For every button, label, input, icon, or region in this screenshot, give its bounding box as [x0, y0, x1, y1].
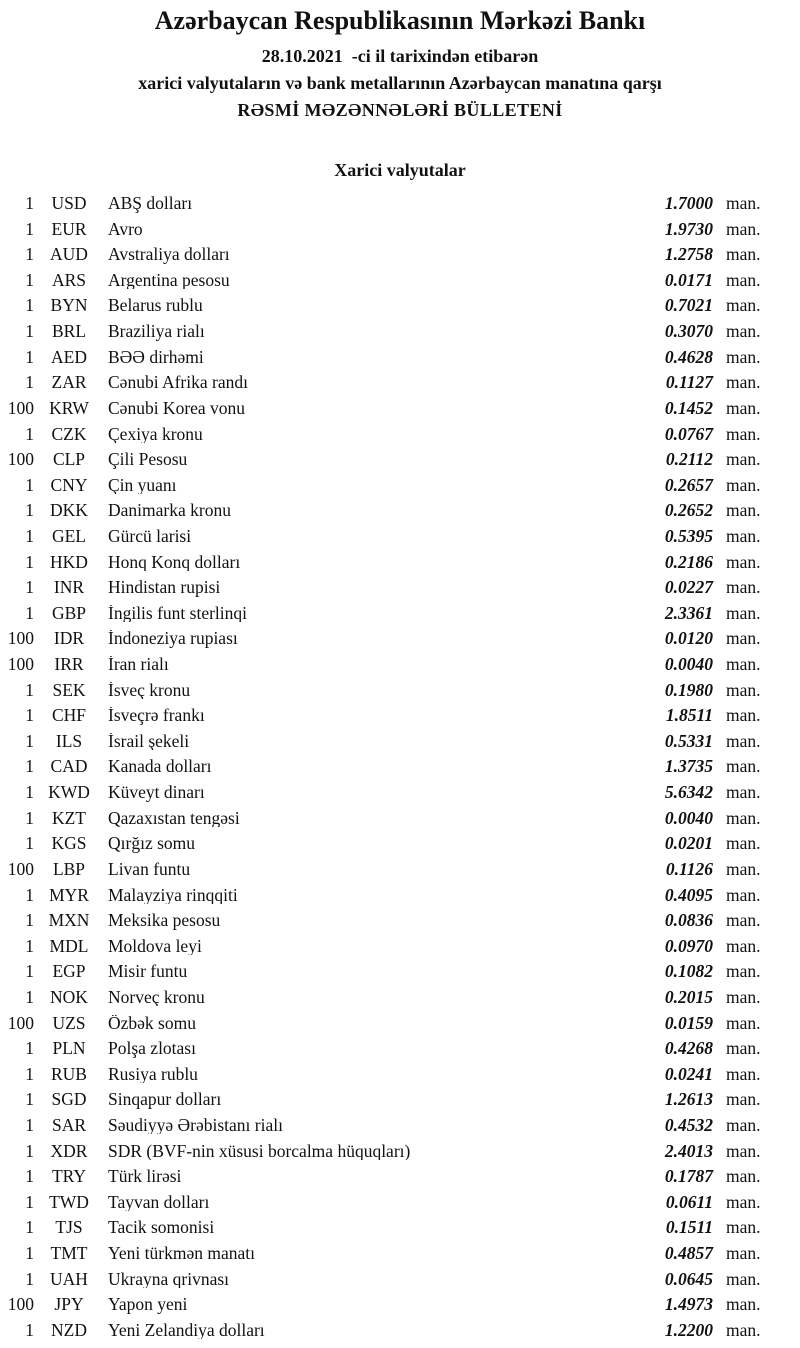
quantity: 1 — [25, 1089, 34, 1110]
manat-unit: man. — [726, 474, 761, 495]
currency-code: GEL — [51, 525, 87, 546]
currency-name: Yeni Zelandiya dolları — [108, 1321, 265, 1340]
manat-unit: man. — [726, 1217, 761, 1238]
currency-code: LBP — [52, 858, 86, 879]
currency-code: ARS — [51, 269, 87, 290]
rate-row — [0, 293, 800, 319]
rate-value: 0.1452 — [664, 397, 713, 418]
currency-name: Avro — [108, 220, 143, 239]
currency-code: JPY — [54, 1294, 84, 1315]
quantity: 1 — [25, 961, 34, 982]
manat-unit: man. — [726, 935, 761, 956]
quantity: 1 — [25, 807, 34, 828]
manat-unit: man. — [726, 628, 761, 649]
date-value: 28.10.2021 — [261, 46, 343, 66]
rate-value: 1.3735 — [664, 756, 713, 777]
currency-code: GBP — [51, 602, 87, 623]
currency-code: HKD — [50, 551, 88, 572]
currency-code: MYR — [49, 884, 89, 905]
manat-unit: man. — [726, 986, 761, 1007]
rates-table — [0, 191, 800, 1343]
currency-code: EGP — [52, 961, 86, 982]
manat-unit: man. — [726, 525, 761, 546]
currency-code: CLP — [52, 449, 86, 470]
currency-name: Ukrayna qrivnası — [108, 1270, 230, 1289]
currency-name: Polşa zlotası — [108, 1040, 196, 1058]
rate-value: 0.0836 — [664, 910, 713, 931]
manat-unit: man. — [726, 705, 761, 726]
currency-code: TWD — [49, 1191, 89, 1212]
currency-name: Cənubi Afrika randı — [108, 374, 248, 392]
currency-code: NZD — [51, 1319, 87, 1340]
subtitle: xarici valyutaların və bank metallarının Azərbaycan manatına qarşı — [138, 73, 662, 93]
currency-code: KRW — [49, 397, 89, 418]
quantity: 1 — [25, 1114, 34, 1135]
currency-name: Çili Pesosu — [108, 451, 188, 469]
rate-value: 0.2652 — [664, 500, 713, 521]
rate-row — [0, 908, 800, 934]
currency-name: Misir funtu — [108, 963, 188, 981]
currency-code: USD — [51, 193, 87, 214]
manat-unit: man. — [726, 1140, 761, 1161]
currency-name: Çin yuanı — [108, 476, 177, 495]
manat-unit: man. — [726, 833, 761, 854]
rate-value: 5.6342 — [664, 782, 713, 803]
date-suffix: -ci il tarixindən etibarən — [351, 46, 539, 66]
quantity: 1 — [25, 577, 34, 598]
rate-row — [0, 780, 800, 806]
rate-value: 0.4857 — [664, 1243, 713, 1264]
rate-value: 0.1511 — [665, 1217, 713, 1238]
manat-unit: man. — [726, 269, 761, 290]
currency-name: Avstraliya dolları — [108, 246, 230, 264]
currency-code: CAD — [50, 756, 88, 777]
quantity: 1 — [25, 756, 34, 777]
rate-row — [0, 370, 800, 396]
manat-unit: man. — [726, 961, 761, 982]
currency-name: Kanada dolları — [108, 758, 212, 776]
manat-unit: man. — [726, 1294, 761, 1315]
rate-row — [0, 1113, 800, 1139]
currency-code: AED — [51, 346, 87, 367]
manat-unit: man. — [726, 858, 761, 879]
rate-row — [0, 473, 800, 499]
currency-name: Yapon yeni — [108, 1296, 188, 1314]
rate-value: 1.9730 — [664, 218, 713, 239]
quantity: 1 — [25, 1038, 34, 1059]
manat-unit: man. — [726, 551, 761, 572]
rate-value: 0.0645 — [664, 1268, 713, 1289]
rate-value: 0.4268 — [664, 1038, 713, 1059]
currency-name: Malayziya rinqqiti — [108, 886, 238, 904]
currency-name: Tacik somonisi — [108, 1219, 215, 1237]
quantity: 1 — [25, 474, 34, 495]
rate-value: 0.0611 — [665, 1191, 713, 1212]
manat-unit: man. — [726, 782, 761, 803]
rate-value: 0.0159 — [664, 1012, 713, 1033]
currency-name: Qırğız somu — [108, 835, 196, 853]
currency-name: Çexiya kronu — [108, 425, 203, 444]
manat-unit: man. — [726, 1243, 761, 1264]
currency-code: CZK — [51, 423, 87, 444]
manat-unit: man. — [726, 423, 761, 444]
rate-value: 0.1082 — [664, 961, 713, 982]
rate-value: 1.2758 — [664, 244, 713, 265]
manat-unit: man. — [726, 577, 761, 598]
manat-unit: man. — [726, 372, 761, 393]
rate-value: 1.2613 — [664, 1089, 713, 1110]
currency-name: Yeni türkmən manatı — [108, 1245, 255, 1263]
quantity: 1 — [25, 730, 34, 751]
currency-code: KWD — [48, 782, 90, 803]
section-title: Xarici valyutalar — [334, 160, 466, 180]
rate-row — [0, 652, 800, 678]
currency-name: BƏƏ dirhəmi — [108, 348, 204, 367]
rate-value: 0.0767 — [664, 423, 713, 444]
rate-row — [0, 831, 800, 857]
rate-row — [0, 1215, 800, 1241]
rate-value: 0.2015 — [664, 986, 713, 1007]
quantity: 100 — [7, 654, 34, 675]
quantity: 1 — [25, 782, 34, 803]
manat-unit: man. — [726, 1063, 761, 1084]
rate-value: 0.3070 — [664, 321, 713, 342]
currency-code: DKK — [50, 500, 88, 521]
currency-name: Özbək somu — [108, 1014, 196, 1033]
currency-name: Moldova leyi — [108, 937, 202, 956]
currency-code: TRY — [51, 1166, 87, 1187]
currency-name: Türk lirəsi — [108, 1168, 182, 1186]
rate-value: 0.0040 — [664, 654, 713, 675]
currency-name: Rusiya rublu — [108, 1065, 198, 1084]
rate-value: 0.1787 — [664, 1166, 713, 1187]
currency-name: İran rialı — [108, 656, 169, 674]
manat-unit: man. — [726, 1191, 761, 1212]
quantity: 1 — [25, 269, 34, 290]
rate-row — [0, 550, 800, 576]
quantity: 1 — [25, 833, 34, 854]
page-title: Azərbaycan Respublikasının Mərkəzi Bankı — [154, 6, 646, 35]
manat-unit: man. — [726, 321, 761, 342]
quantity: 1 — [25, 1217, 34, 1238]
currency-name: ABŞ dolları — [108, 195, 193, 213]
currency-name: İsveç kronu — [108, 681, 191, 700]
currency-code: IRR — [54, 654, 84, 675]
rate-row — [0, 1036, 800, 1062]
currency-code: SAR — [51, 1114, 87, 1135]
rate-row — [0, 1241, 800, 1267]
currency-code: SEK — [52, 679, 86, 700]
quantity: 1 — [25, 525, 34, 546]
currency-code: INR — [53, 577, 85, 598]
rate-value: 1.4973 — [664, 1294, 713, 1315]
rate-row — [0, 1292, 800, 1318]
rate-value: 0.1127 — [665, 372, 713, 393]
currency-code: RUB — [51, 1063, 87, 1084]
quantity: 1 — [25, 551, 34, 572]
rate-value: 0.2186 — [664, 551, 713, 572]
rate-row — [0, 1164, 800, 1190]
rate-value: 0.5331 — [664, 730, 713, 751]
quantity: 1 — [25, 679, 34, 700]
quantity: 1 — [25, 1268, 34, 1289]
quantity: 1 — [25, 372, 34, 393]
manat-unit: man. — [726, 730, 761, 751]
quantity: 1 — [25, 910, 34, 931]
rate-value: 2.3361 — [664, 602, 713, 623]
rate-value: 0.0227 — [664, 577, 713, 598]
rate-row — [0, 242, 800, 268]
quantity: 1 — [25, 705, 34, 726]
quantity: 100 — [7, 858, 34, 879]
currency-code: PLN — [52, 1038, 86, 1059]
manat-unit: man. — [726, 1012, 761, 1033]
quantity: 1 — [25, 295, 34, 316]
rate-row — [0, 601, 800, 627]
currency-code: MDL — [49, 935, 89, 956]
rate-value: 0.4532 — [664, 1114, 713, 1135]
rate-value: 0.7021 — [664, 295, 713, 316]
rate-row — [0, 1267, 800, 1293]
rate-row — [0, 524, 800, 550]
currency-name: Hindistan rupisi — [108, 579, 221, 597]
currency-name: Küveyt dinarı — [108, 784, 205, 802]
currency-code: EUR — [51, 218, 87, 239]
currency-name: Danimarka kronu — [108, 502, 231, 520]
rate-row — [0, 985, 800, 1011]
quantity: 1 — [25, 1063, 34, 1084]
rate-row — [0, 1087, 800, 1113]
manat-unit: man. — [726, 1166, 761, 1187]
quantity: 1 — [25, 935, 34, 956]
currency-name: İndoneziya rupiası — [108, 630, 238, 648]
manat-unit: man. — [726, 1114, 761, 1135]
quantity: 100 — [7, 449, 34, 470]
rate-row — [0, 959, 800, 985]
manat-unit: man. — [726, 756, 761, 777]
currency-name: Meksika pesosu — [108, 912, 221, 930]
rate-row — [0, 447, 800, 473]
rate-row — [0, 1062, 800, 1088]
quantity: 1 — [25, 602, 34, 623]
rate-value: 0.5395 — [664, 525, 713, 546]
quantity: 1 — [25, 1243, 34, 1264]
rate-value: 1.7000 — [664, 193, 713, 214]
rate-row — [0, 754, 800, 780]
rate-value: 0.0201 — [664, 833, 713, 854]
currency-code: ILS — [55, 730, 83, 751]
manat-unit: man. — [726, 218, 761, 239]
manat-unit: man. — [726, 500, 761, 521]
rate-value: 0.0970 — [664, 935, 713, 956]
quantity: 100 — [7, 1012, 34, 1033]
currency-code: UZS — [52, 1012, 86, 1033]
currency-name: Qazaxıstan tengəsi — [108, 809, 240, 828]
quantity: 1 — [25, 1319, 34, 1340]
manat-unit: man. — [726, 1319, 761, 1340]
currency-code: SGD — [51, 1089, 87, 1110]
rate-value: 0.4095 — [664, 884, 713, 905]
currency-name: Belarus rublu — [108, 297, 203, 315]
currency-code: CNY — [50, 474, 88, 495]
rate-row — [0, 345, 800, 371]
rate-row — [0, 729, 800, 755]
manat-unit: man. — [726, 679, 761, 700]
manat-unit: man. — [726, 346, 761, 367]
manat-unit: man. — [726, 449, 761, 470]
quantity: 1 — [25, 500, 34, 521]
quantity: 1 — [25, 244, 34, 265]
currency-code: CHF — [51, 705, 87, 726]
currency-name: Gürcü larisi — [108, 527, 192, 546]
manat-unit: man. — [726, 1268, 761, 1289]
currency-name: Livan funtu — [108, 860, 191, 879]
manat-unit: man. — [726, 602, 761, 623]
rate-row — [0, 191, 800, 217]
manat-unit: man. — [726, 884, 761, 905]
currency-code: MXN — [48, 910, 90, 931]
manat-unit: man. — [726, 910, 761, 931]
rate-row — [0, 498, 800, 524]
rate-row — [0, 1318, 800, 1344]
quantity: 1 — [25, 423, 34, 444]
quantity: 1 — [25, 1166, 34, 1187]
currency-name: Braziliya rialı — [108, 323, 205, 341]
rate-value: 0.4628 — [664, 346, 713, 367]
rate-value: 0.1980 — [664, 679, 713, 700]
currency-name: İngilis funt sterlinqi — [108, 604, 248, 623]
manat-unit: man. — [726, 397, 761, 418]
rate-row — [0, 857, 800, 883]
manat-unit: man. — [726, 1038, 761, 1059]
manat-unit: man. — [726, 244, 761, 265]
rate-row — [0, 1139, 800, 1165]
currency-name: Tayvan dolları — [108, 1193, 210, 1212]
rate-row — [0, 806, 800, 832]
quantity: 1 — [25, 346, 34, 367]
rate-row — [0, 319, 800, 345]
rate-row — [0, 396, 800, 422]
rate-row — [0, 1011, 800, 1037]
currency-code: KZT — [51, 807, 87, 828]
rate-row — [0, 934, 800, 960]
currency-code: TJS — [55, 1217, 83, 1238]
quantity: 1 — [25, 1140, 34, 1161]
currency-code: UAH — [50, 1268, 88, 1289]
rate-row — [0, 268, 800, 294]
currency-code: BRL — [51, 321, 87, 342]
quantity: 1 — [25, 884, 34, 905]
rate-row — [0, 678, 800, 704]
rate-row — [0, 626, 800, 652]
manat-unit: man. — [726, 654, 761, 675]
rate-row — [0, 421, 800, 447]
currency-name: Honq Konq dolları — [108, 553, 241, 572]
currency-name: İsveçrə frankı — [108, 707, 205, 725]
manat-unit: man. — [726, 193, 761, 214]
rate-value: 0.0120 — [664, 628, 713, 649]
rate-value: 0.2112 — [665, 449, 713, 470]
currency-name: Argentina pesosu — [108, 271, 230, 290]
rate-value: 1.2200 — [664, 1319, 713, 1340]
quantity: 1 — [25, 986, 34, 1007]
quantity: 1 — [25, 218, 34, 239]
manat-unit: man. — [726, 1089, 761, 1110]
rate-value: 1.8511 — [665, 705, 713, 726]
rate-value: 2.4013 — [664, 1140, 713, 1161]
rate-row — [0, 575, 800, 601]
currency-code: BYN — [50, 295, 88, 316]
quantity: 100 — [7, 397, 34, 418]
currency-code: AUD — [50, 244, 88, 265]
rate-value: 0.0040 — [664, 807, 713, 828]
currency-name: Cənubi Korea vonu — [108, 399, 246, 418]
currency-name: SDR (BVF-nin xüsusi borcalma hüquqları) — [108, 1142, 411, 1161]
rate-row — [0, 217, 800, 243]
currency-name: Norveç kronu — [108, 988, 205, 1007]
currency-code: KGS — [51, 833, 87, 854]
currency-name: İsrail şekeli — [108, 732, 190, 751]
quantity: 1 — [25, 1191, 34, 1212]
manat-unit: man. — [726, 807, 761, 828]
rate-value: 0.0241 — [664, 1063, 713, 1084]
quantity: 1 — [25, 193, 34, 214]
rate-value: 0.1126 — [665, 858, 713, 879]
rate-value: 0.2657 — [664, 474, 713, 495]
currency-code: XDR — [50, 1140, 88, 1161]
currency-code: IDR — [53, 628, 85, 649]
currency-code: TMT — [50, 1243, 88, 1264]
quantity: 100 — [7, 1294, 34, 1315]
rate-value: 0.0171 — [664, 269, 713, 290]
date-line — [0, 46, 800, 67]
quantity: 1 — [25, 321, 34, 342]
manat-unit: man. — [726, 295, 761, 316]
currency-name: Sinqapur dolları — [108, 1091, 222, 1109]
rate-row — [0, 703, 800, 729]
quantity: 100 — [7, 628, 34, 649]
bulletin-title: RƏSMİ MƏZƏNNƏLƏRİ BÜLLETENİ — [237, 100, 563, 120]
currency-code: ZAR — [51, 372, 87, 393]
rate-row — [0, 882, 800, 908]
currency-name: Səudiyyə Ərəbistanı rialı — [108, 1116, 283, 1135]
rate-row — [0, 1190, 800, 1216]
currency-code: NOK — [50, 986, 88, 1007]
